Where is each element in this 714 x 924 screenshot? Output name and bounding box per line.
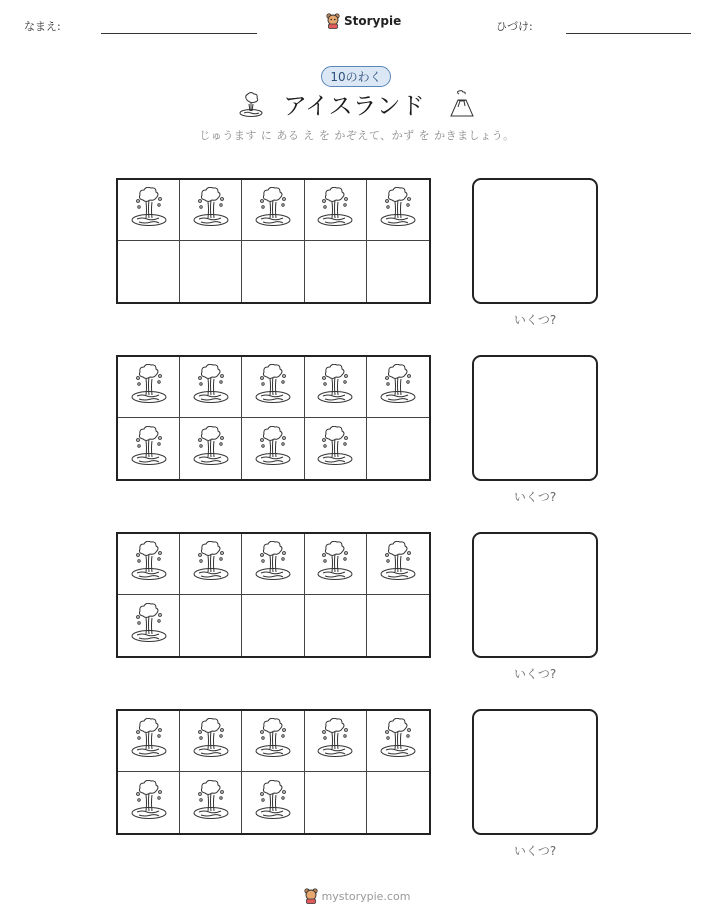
name-label: なまえ: — [24, 20, 61, 33]
volcano-icon — [448, 90, 476, 118]
geyser-icon — [253, 426, 293, 472]
ten-frame-cell — [367, 534, 429, 595]
ten-frame-cell — [180, 357, 242, 418]
ten-frame-cell — [305, 595, 367, 656]
ten-frame-cell — [305, 180, 367, 241]
geyser-icon — [378, 541, 418, 587]
ten-frame-cell — [118, 772, 180, 833]
footer-site: mystorypie.com — [321, 889, 411, 903]
ten-frame-cell — [242, 418, 304, 479]
ten-frame-cell — [305, 534, 367, 595]
ten-frame-cell — [180, 534, 242, 595]
instruction-text: じゅうます に ある え を かぞえて、かず を かきましょう。 — [199, 129, 515, 142]
geyser-icon — [129, 603, 169, 649]
ten-frame — [116, 709, 431, 835]
ten-frame-cell — [367, 595, 429, 656]
geyser-icon — [378, 718, 418, 764]
ten-frame-cell — [367, 772, 429, 833]
geyser-icon — [253, 718, 293, 764]
geyser-icon — [315, 187, 355, 233]
ten-frame-cell — [180, 418, 242, 479]
geyser-icon — [129, 187, 169, 233]
geyser-icon — [315, 364, 355, 410]
geyser-icon — [238, 92, 266, 118]
geyser-icon — [191, 426, 231, 472]
ten-frame-cell — [180, 772, 242, 833]
name-line[interactable] — [101, 33, 257, 34]
ten-frame-cell — [242, 595, 304, 656]
date-line[interactable] — [566, 33, 691, 34]
ten-frame-cell — [180, 711, 242, 772]
ten-frame-cell — [242, 241, 304, 302]
ten-frame-cell — [367, 711, 429, 772]
page-title: アイスランド — [283, 92, 425, 120]
answer-label: いくつ? — [513, 313, 557, 327]
geyser-icon — [253, 780, 293, 826]
ten-frame-cell — [118, 534, 180, 595]
geyser-icon — [129, 718, 169, 764]
geyser-icon — [315, 541, 355, 587]
ten-frame-cell — [305, 357, 367, 418]
geyser-icon — [315, 426, 355, 472]
ten-frame-cell — [305, 418, 367, 479]
answer-box[interactable] — [472, 709, 598, 835]
ten-frame-cell — [118, 241, 180, 302]
answer-label: いくつ? — [513, 844, 557, 858]
geyser-icon — [378, 364, 418, 410]
ten-frame-cell — [118, 357, 180, 418]
bear-mascot-icon — [304, 888, 318, 904]
ten-frame-cell — [367, 357, 429, 418]
brand-logo — [326, 13, 401, 29]
geyser-icon — [129, 780, 169, 826]
ten-frame-cell — [180, 595, 242, 656]
ten-frame-badge: 10のわく — [321, 66, 391, 87]
geyser-icon — [129, 364, 169, 410]
geyser-icon — [315, 718, 355, 764]
geyser-icon — [191, 780, 231, 826]
ten-frame-cell — [305, 772, 367, 833]
ten-frame-cell — [242, 180, 304, 241]
ten-frame-cell — [118, 418, 180, 479]
ten-frame-cell — [242, 772, 304, 833]
geyser-icon — [253, 187, 293, 233]
geyser-icon — [253, 541, 293, 587]
bear-mascot-icon — [326, 13, 340, 29]
geyser-icon — [191, 718, 231, 764]
ten-frame-cell — [180, 180, 242, 241]
footer — [0, 888, 714, 904]
answer-label: いくつ? — [513, 667, 557, 681]
answer-label: いくつ? — [513, 490, 557, 504]
date-label: ひづけ: — [496, 20, 533, 33]
ten-frame-cell — [118, 595, 180, 656]
ten-frame-cell — [242, 357, 304, 418]
ten-frame-cell — [367, 180, 429, 241]
ten-frame — [116, 178, 431, 304]
geyser-icon — [253, 364, 293, 410]
geyser-icon — [191, 541, 231, 587]
ten-frame — [116, 532, 431, 658]
geyser-icon — [191, 187, 231, 233]
ten-frame — [116, 355, 431, 481]
answer-box[interactable] — [472, 178, 598, 304]
answer-box[interactable] — [472, 355, 598, 481]
geyser-icon — [129, 541, 169, 587]
ten-frame-cell — [242, 534, 304, 595]
ten-frame-cell — [118, 711, 180, 772]
brand-name: Storypie — [344, 14, 402, 28]
geyser-icon — [378, 187, 418, 233]
ten-frame-cell — [118, 180, 180, 241]
geyser-icon — [129, 426, 169, 472]
ten-frame-cell — [180, 241, 242, 302]
ten-frame-cell — [305, 241, 367, 302]
ten-frame-cell — [367, 241, 429, 302]
ten-frame-cell — [305, 711, 367, 772]
ten-frame-cell — [367, 418, 429, 479]
answer-box[interactable] — [472, 532, 598, 658]
ten-frame-cell — [242, 711, 304, 772]
geyser-icon — [191, 364, 231, 410]
